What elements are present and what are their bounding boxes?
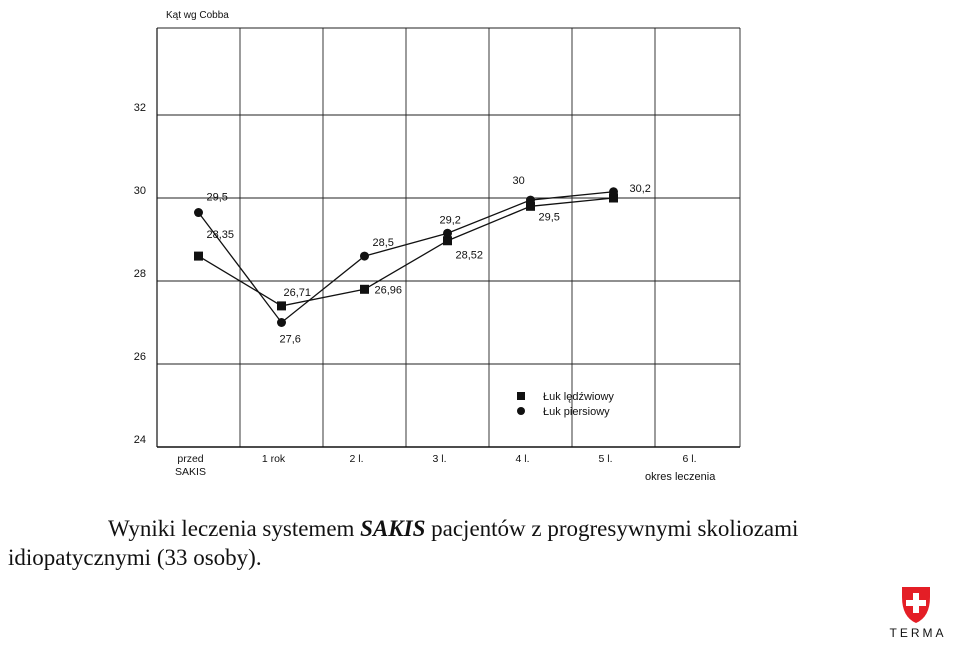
x-tick-label: 3 l.: [432, 453, 447, 465]
y-tick-label: 26: [133, 351, 146, 363]
x-tick-label: 6 l.: [682, 453, 697, 465]
y-tick-label: 24: [133, 434, 146, 446]
y-axis-label: Kąt wg Cobba: [166, 10, 229, 21]
x-tick-label: 2 l.: [349, 453, 364, 465]
y-tick-label: 32: [133, 102, 146, 114]
data-label: 26,71: [283, 286, 312, 299]
x-axis-label: okres leczenia: [645, 471, 716, 483]
caption-line-2: idiopatycznymi (33 osoby).: [8, 545, 262, 570]
x-tick-label: SAKIS: [175, 466, 206, 478]
y-tick-labels: [134, 102, 146, 446]
chart-legend: [517, 391, 614, 418]
terma-logo-icon: [878, 583, 958, 627]
data-point-circle: [443, 229, 452, 238]
data-label: 28,35: [206, 229, 235, 242]
data-point-square: [277, 301, 286, 310]
data-label: 29,5: [538, 211, 560, 224]
y-tick-label: 30: [133, 185, 146, 197]
data-label: 27,6: [279, 333, 301, 346]
data-label: 30,2: [629, 182, 651, 195]
x-tick-label: przed: [177, 453, 204, 465]
caption-line-1: [8, 514, 838, 543]
caption-text-pre: Wyniki leczenia systemem: [108, 516, 361, 541]
data-point-circle: [526, 196, 535, 205]
y-tick-label: 28: [133, 268, 146, 280]
data-label: 30: [512, 175, 525, 188]
data-label: 29,2: [439, 214, 461, 227]
data-point-square: [194, 252, 203, 261]
caption-brand: SAKIS: [360, 516, 426, 541]
logo-wordmark: TERMA: [889, 626, 947, 640]
x-tick-label: 4 l.: [515, 453, 530, 465]
data-label: 26,96: [374, 284, 403, 297]
chart-series: [194, 175, 651, 345]
data-point-circle: [360, 252, 369, 261]
data-label: 28,52: [455, 249, 484, 262]
figure-caption: [8, 514, 838, 572]
data-point-square: [360, 285, 369, 294]
terma-logo: [878, 583, 958, 643]
data-point-circle: [277, 318, 286, 327]
caption-text-post: pacjentów z progresywnymi skoliozami: [425, 516, 799, 541]
x-tick-label: 5 l.: [598, 453, 613, 465]
data-label: 28,5: [372, 237, 394, 250]
legend-label: Łuk piersiowy: [543, 406, 610, 418]
data-point-circle: [609, 187, 618, 196]
legend-marker-square: [517, 392, 525, 400]
data-label: 29,5: [206, 191, 228, 204]
legend-label: Łuk lędźwiowy: [543, 391, 614, 403]
x-tick-label: 1 rok: [261, 453, 286, 465]
x-tick-labels: [175, 453, 696, 478]
legend-marker-circle: [517, 407, 525, 415]
data-point-circle: [194, 208, 203, 217]
